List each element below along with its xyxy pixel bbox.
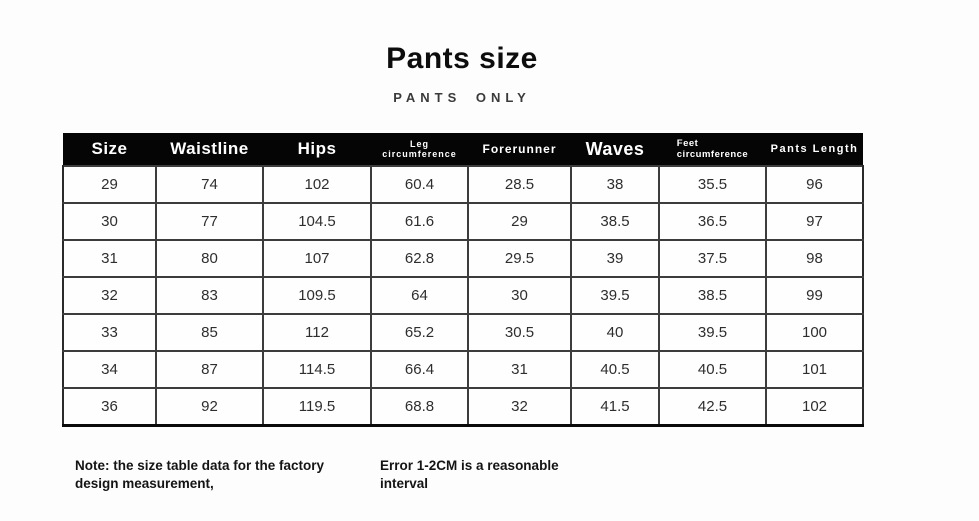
header-leg-circumference: Leg circumference	[371, 133, 468, 166]
header-waves: Waves	[571, 133, 659, 166]
cell-waves: 41.5	[571, 388, 659, 425]
cell-waves: 40	[571, 314, 659, 351]
cell-pants-length: 101	[766, 351, 863, 388]
cell-forerunner: 30	[468, 277, 571, 314]
cell-waistline: 77	[156, 203, 263, 240]
header-hips: Hips	[263, 133, 371, 166]
cell-waves: 40.5	[571, 351, 659, 388]
table-row	[63, 351, 863, 388]
header-forerunner: Forerunner	[468, 133, 571, 166]
cell-forerunner: 32	[468, 388, 571, 425]
cell-hips: 114.5	[263, 351, 371, 388]
table-row	[63, 240, 863, 277]
cell-forerunner: 29	[468, 203, 571, 240]
cell-feet-circumference: 42.5	[659, 388, 766, 425]
table-row	[63, 277, 863, 314]
cell-hips: 102	[263, 166, 371, 203]
header-feet-circumference	[659, 133, 766, 166]
cell-waistline: 83	[156, 277, 263, 314]
table-row	[63, 203, 863, 240]
table-row	[63, 388, 863, 425]
cell-pants-length: 99	[766, 277, 863, 314]
cell-waistline: 87	[156, 351, 263, 388]
cell-feet-circumference: 36.5	[659, 203, 766, 240]
cell-size: 36	[63, 388, 156, 425]
cell-size: 30	[63, 203, 156, 240]
header-waistline: Waistline	[156, 133, 263, 166]
cell-feet-circumference: 35.5	[659, 166, 766, 203]
cell-waistline: 74	[156, 166, 263, 203]
cell-leg-circumference: 64	[371, 277, 468, 314]
cell-waistline: 92	[156, 388, 263, 425]
cell-leg-circumference: 61.6	[371, 203, 468, 240]
cell-feet-circumference: 37.5	[659, 240, 766, 277]
cell-pants-length: 98	[766, 240, 863, 277]
cell-feet-circumference: 40.5	[659, 351, 766, 388]
cell-waves: 38.5	[571, 203, 659, 240]
cell-waves: 39.5	[571, 277, 659, 314]
header-size: Size	[63, 133, 156, 166]
header-feet-line2: circumference	[676, 149, 749, 160]
cell-forerunner: 28.5	[468, 166, 571, 203]
cell-forerunner: 31	[468, 351, 571, 388]
cell-size: 34	[63, 351, 156, 388]
cell-leg-circumference: 65.2	[371, 314, 468, 351]
cell-pants-length: 100	[766, 314, 863, 351]
cell-hips: 107	[263, 240, 371, 277]
cell-waistline: 80	[156, 240, 263, 277]
note-factory-measurement: Note: the size table data for the factory design measurement,	[75, 458, 325, 491]
cell-waves: 39	[571, 240, 659, 277]
size-table-body	[63, 166, 863, 425]
size-table	[62, 133, 864, 427]
page-subtitle: PANTS ONLY	[393, 90, 531, 105]
table-row	[63, 314, 863, 351]
cell-forerunner: 30.5	[468, 314, 571, 351]
cell-hips: 104.5	[263, 203, 371, 240]
cell-pants-length: 96	[766, 166, 863, 203]
cell-hips: 109.5	[263, 277, 371, 314]
cell-leg-circumference: 60.4	[371, 166, 468, 203]
cell-hips: 112	[263, 314, 371, 351]
size-table-header	[63, 133, 863, 166]
cell-waves: 38	[571, 166, 659, 203]
cell-leg-circumference: 62.8	[371, 240, 468, 277]
cell-forerunner: 29.5	[468, 240, 571, 277]
cell-feet-circumference: 38.5	[659, 277, 766, 314]
header-row	[63, 133, 863, 166]
cell-size: 32	[63, 277, 156, 314]
page-title: Pants size	[386, 42, 538, 75]
cell-pants-length: 102	[766, 388, 863, 425]
header-feet-line1: Feet	[676, 138, 699, 149]
cell-waistline: 85	[156, 314, 263, 351]
cell-pants-length: 97	[766, 203, 863, 240]
note-error-interval: Error 1-2CM is a reasonable interval	[380, 458, 559, 491]
cell-size: 29	[63, 166, 156, 203]
cell-feet-circumference: 39.5	[659, 314, 766, 351]
table-row	[63, 166, 863, 203]
cell-size: 33	[63, 314, 156, 351]
header-pants-length: Pants Length	[766, 133, 863, 166]
cell-leg-circumference: 68.8	[371, 388, 468, 425]
cell-hips: 119.5	[263, 388, 371, 425]
cell-leg-circumference: 66.4	[371, 351, 468, 388]
cell-size: 31	[63, 240, 156, 277]
